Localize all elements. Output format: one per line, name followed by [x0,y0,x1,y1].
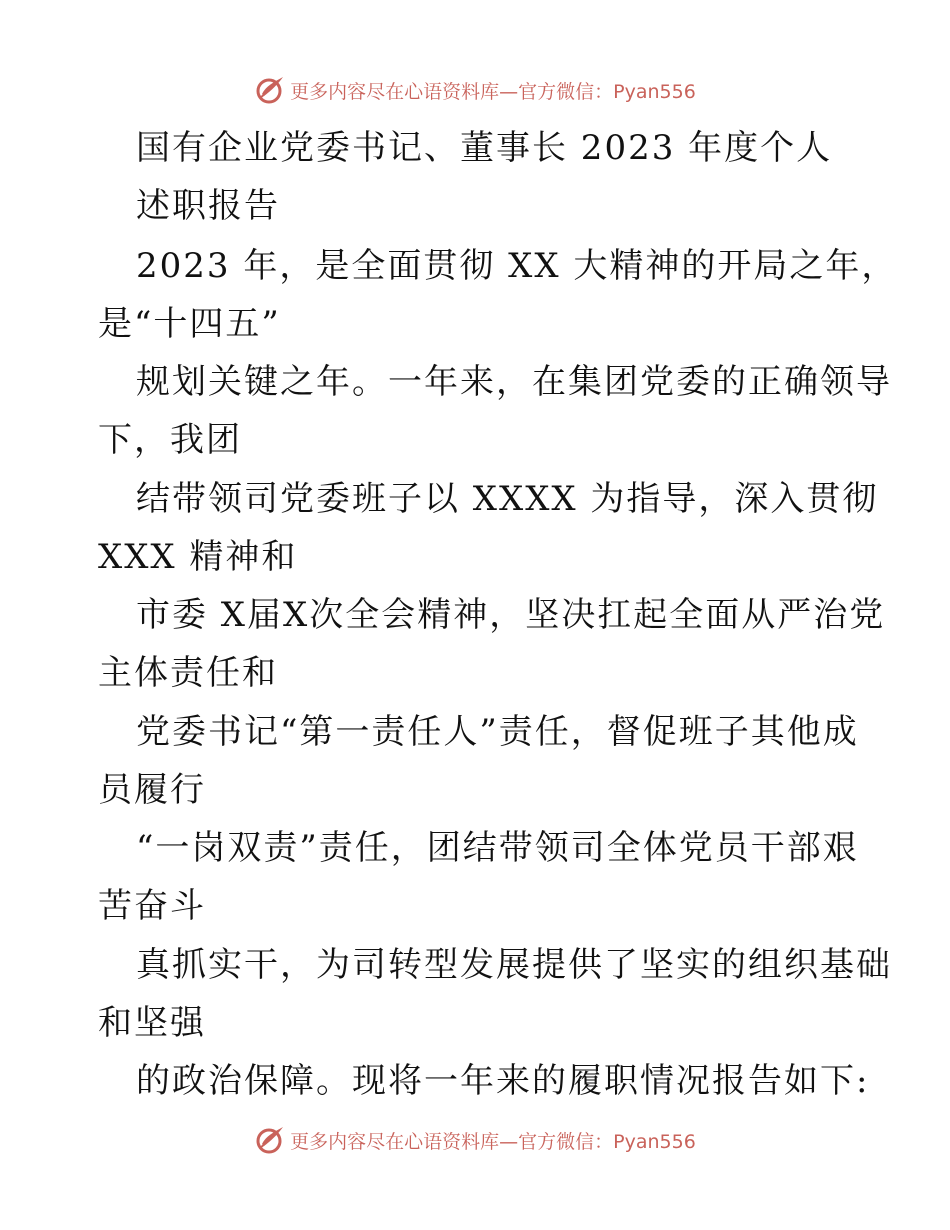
title-line-1: 国有企业党委书记、董事长 2023 年度个人 [136,128,833,168]
body-line: 规划关键之年。一年来，在集团党委的正确领导 [136,362,892,402]
body-line: 党委书记“第一责任人”责任，督促班子其他成 [136,712,859,752]
body-line: 和坚强 [98,1003,206,1043]
body-line: 市委 X届X次全会精神，坚决扛起全面从严治党 [136,595,886,635]
footer-watermark [0,1122,950,1158]
quill-seal-logo-icon [254,1124,286,1156]
body-line: 是“十四五” [98,304,281,344]
title-line-2: 述职报告 [136,186,280,226]
body-line: 2023 年，是全面贯彻 XX 大精神的开局之年， [136,246,898,286]
body-line: XXX 精神和 [98,537,298,577]
body-line: 主体责任和 [98,653,278,693]
body-line: 的政治保障。现将一年来的履职情况报告如下: [136,1061,870,1101]
body-line: 真抓实干，为司转型发展提供了坚实的组织基础 [136,945,892,985]
body-line: 下，我团 [98,420,242,460]
watermark-text: 更多内容尽在心语资料库—官方微信：Pyan556 [290,1130,696,1153]
body-line: “一岗双责”责任，团结带领司全体党员干部艰 [136,828,859,868]
body-line: 结带领司党委班子以 XXXX 为指导，深入贯彻 [136,479,879,519]
watermark-text: 更多内容尽在心语资料库—官方微信：Pyan556 [290,80,696,103]
body-line: 员履行 [98,770,206,810]
body-line: 苦奋斗 [98,886,206,926]
